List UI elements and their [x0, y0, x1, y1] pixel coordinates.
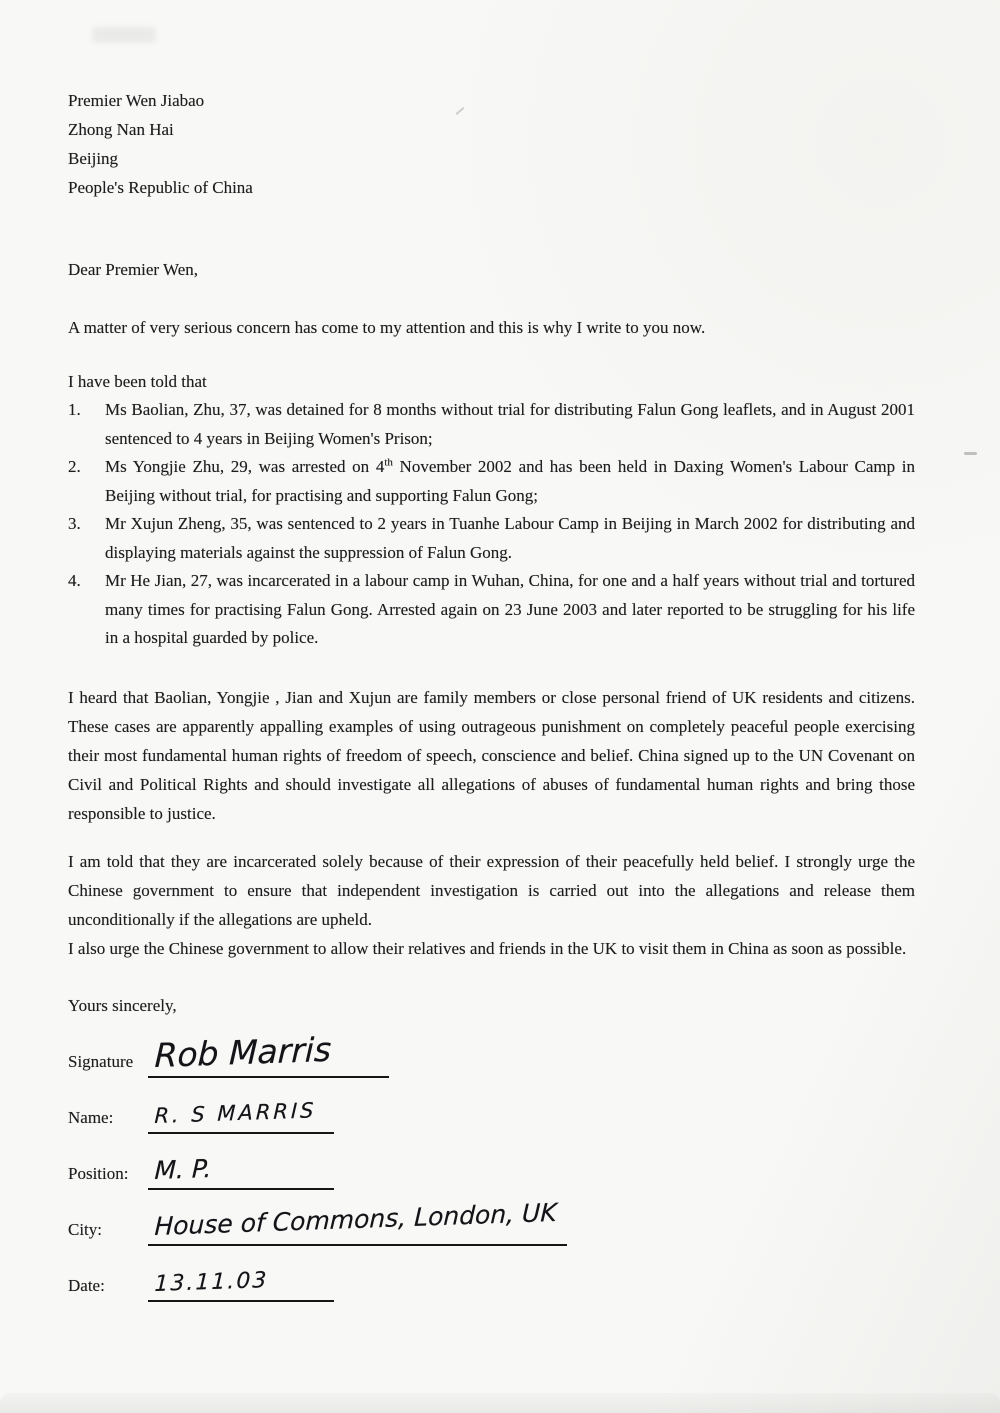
signature-field — [68, 1029, 915, 1078]
recipient-address — [68, 86, 915, 202]
ordinal-superscript: th — [384, 456, 393, 469]
paragraph-told: I am told that they are incarcerated solely because of their expression of their peacefully held belief. I strongly urge the Chinese government to ensure that independent investigation is carried out into the allegations and release them unconditionally if the allegations are upheld. — [68, 851, 915, 929]
signature-line — [148, 1029, 389, 1078]
case-number: 4. — [68, 571, 81, 590]
scanner-edge-shadow — [0, 1393, 1000, 1413]
case-number: 2. — [68, 457, 81, 476]
case-item-1 — [68, 396, 915, 453]
position-line — [148, 1153, 334, 1190]
name-handwriting: R. S MARRIS — [154, 1097, 317, 1128]
case-text — [105, 453, 915, 510]
city-label: City: — [68, 1219, 103, 1239]
date-handwriting: 13.11.03 — [154, 1267, 269, 1297]
paragraph-heard: I heard that Baolian, Yongjie , Jian and Xujun are family members or close personal friend of UK residents and citizens. These cases are apparently appalling examples of using outrageous punishment on completely peaceful people exercising their most fundamental human rights of freedom of speech, conscience and belief. China signed up to the UN Covenant on Civil and Political Rights and should investigate all allegations of abuses of fundamental human rights and bring those responsible to justice. — [68, 687, 915, 823]
date-label: Date: — [68, 1275, 105, 1295]
city-line — [148, 1197, 567, 1246]
case-list — [68, 396, 915, 653]
position-handwriting: M. P. — [154, 1153, 213, 1185]
signature-label: Signature — [68, 1051, 134, 1071]
name-field — [68, 1094, 915, 1134]
name-label: Name: — [68, 1107, 114, 1127]
address-line: People's Republic of China — [68, 178, 253, 197]
date-field — [68, 1262, 915, 1302]
case-number: 3. — [68, 514, 81, 533]
case-item-3 — [68, 510, 915, 567]
position-field — [68, 1150, 915, 1190]
case-text-pre: Ms Yongjie Zhu, 29, was arrested on 4 — [105, 457, 385, 476]
case-text: Mr He Jian, 27, was incarcerated in a labour camp in Wuhan, China, for one and a half years without trial and tortured many times for practising Falun Gong. Arrested again on 23 June 2003 and later reported to be struggling for his life in a hospital guarded by police. — [105, 571, 915, 647]
name-line — [148, 1097, 334, 1134]
signature-block — [68, 1029, 915, 1302]
scan-smudge — [92, 27, 156, 43]
opening-paragraph: A matter of very serious concern has come to my attention and this is why I write to you now. — [68, 318, 706, 337]
case-item-2 — [68, 453, 915, 510]
case-number: 1. — [68, 400, 81, 419]
city-handwriting: House of Commons, London, UK — [154, 1197, 558, 1241]
closing-valediction: Yours sincerely, — [68, 995, 177, 1015]
case-text: Ms Baolian, Zhu, 37, was detained for 8 months without trial for distributing Falun Gong leaflets, and in August 2001 sentenced to 4 years in Beijing Women's Prison; — [105, 400, 915, 448]
scan-mark — [964, 452, 977, 455]
city-field — [68, 1197, 915, 1246]
signature-handwriting: Rob Marris — [153, 1029, 332, 1075]
letter-body — [68, 86, 915, 1318]
case-text-post: November 2002 and has been held in Daxing Women's Labour Camp in Beijing without trial, for practising and supporting Falun Gong; — [105, 457, 915, 505]
date-line — [148, 1267, 334, 1302]
address-line: Zhong Nan Hai — [68, 120, 174, 139]
address-line: Beijing — [68, 149, 119, 168]
list-intro: I have been told that — [68, 372, 207, 391]
case-text: Mr Xujun Zheng, 35, was sentenced to 2 years in Tuanhe Labour Camp in Beijing in March 2002 for distributing and displaying materials against the suppression of Falun Gong. — [105, 514, 915, 562]
case-item-4 — [68, 567, 915, 653]
position-label: Position: — [68, 1163, 129, 1183]
address-line: Premier Wen Jiabao — [68, 91, 205, 110]
salutation: Dear Premier Wen, — [68, 260, 199, 279]
paragraph-also: I also urge the Chinese government to allow their relatives and friends in the UK to visit them in China as soon as possible. — [68, 938, 907, 958]
